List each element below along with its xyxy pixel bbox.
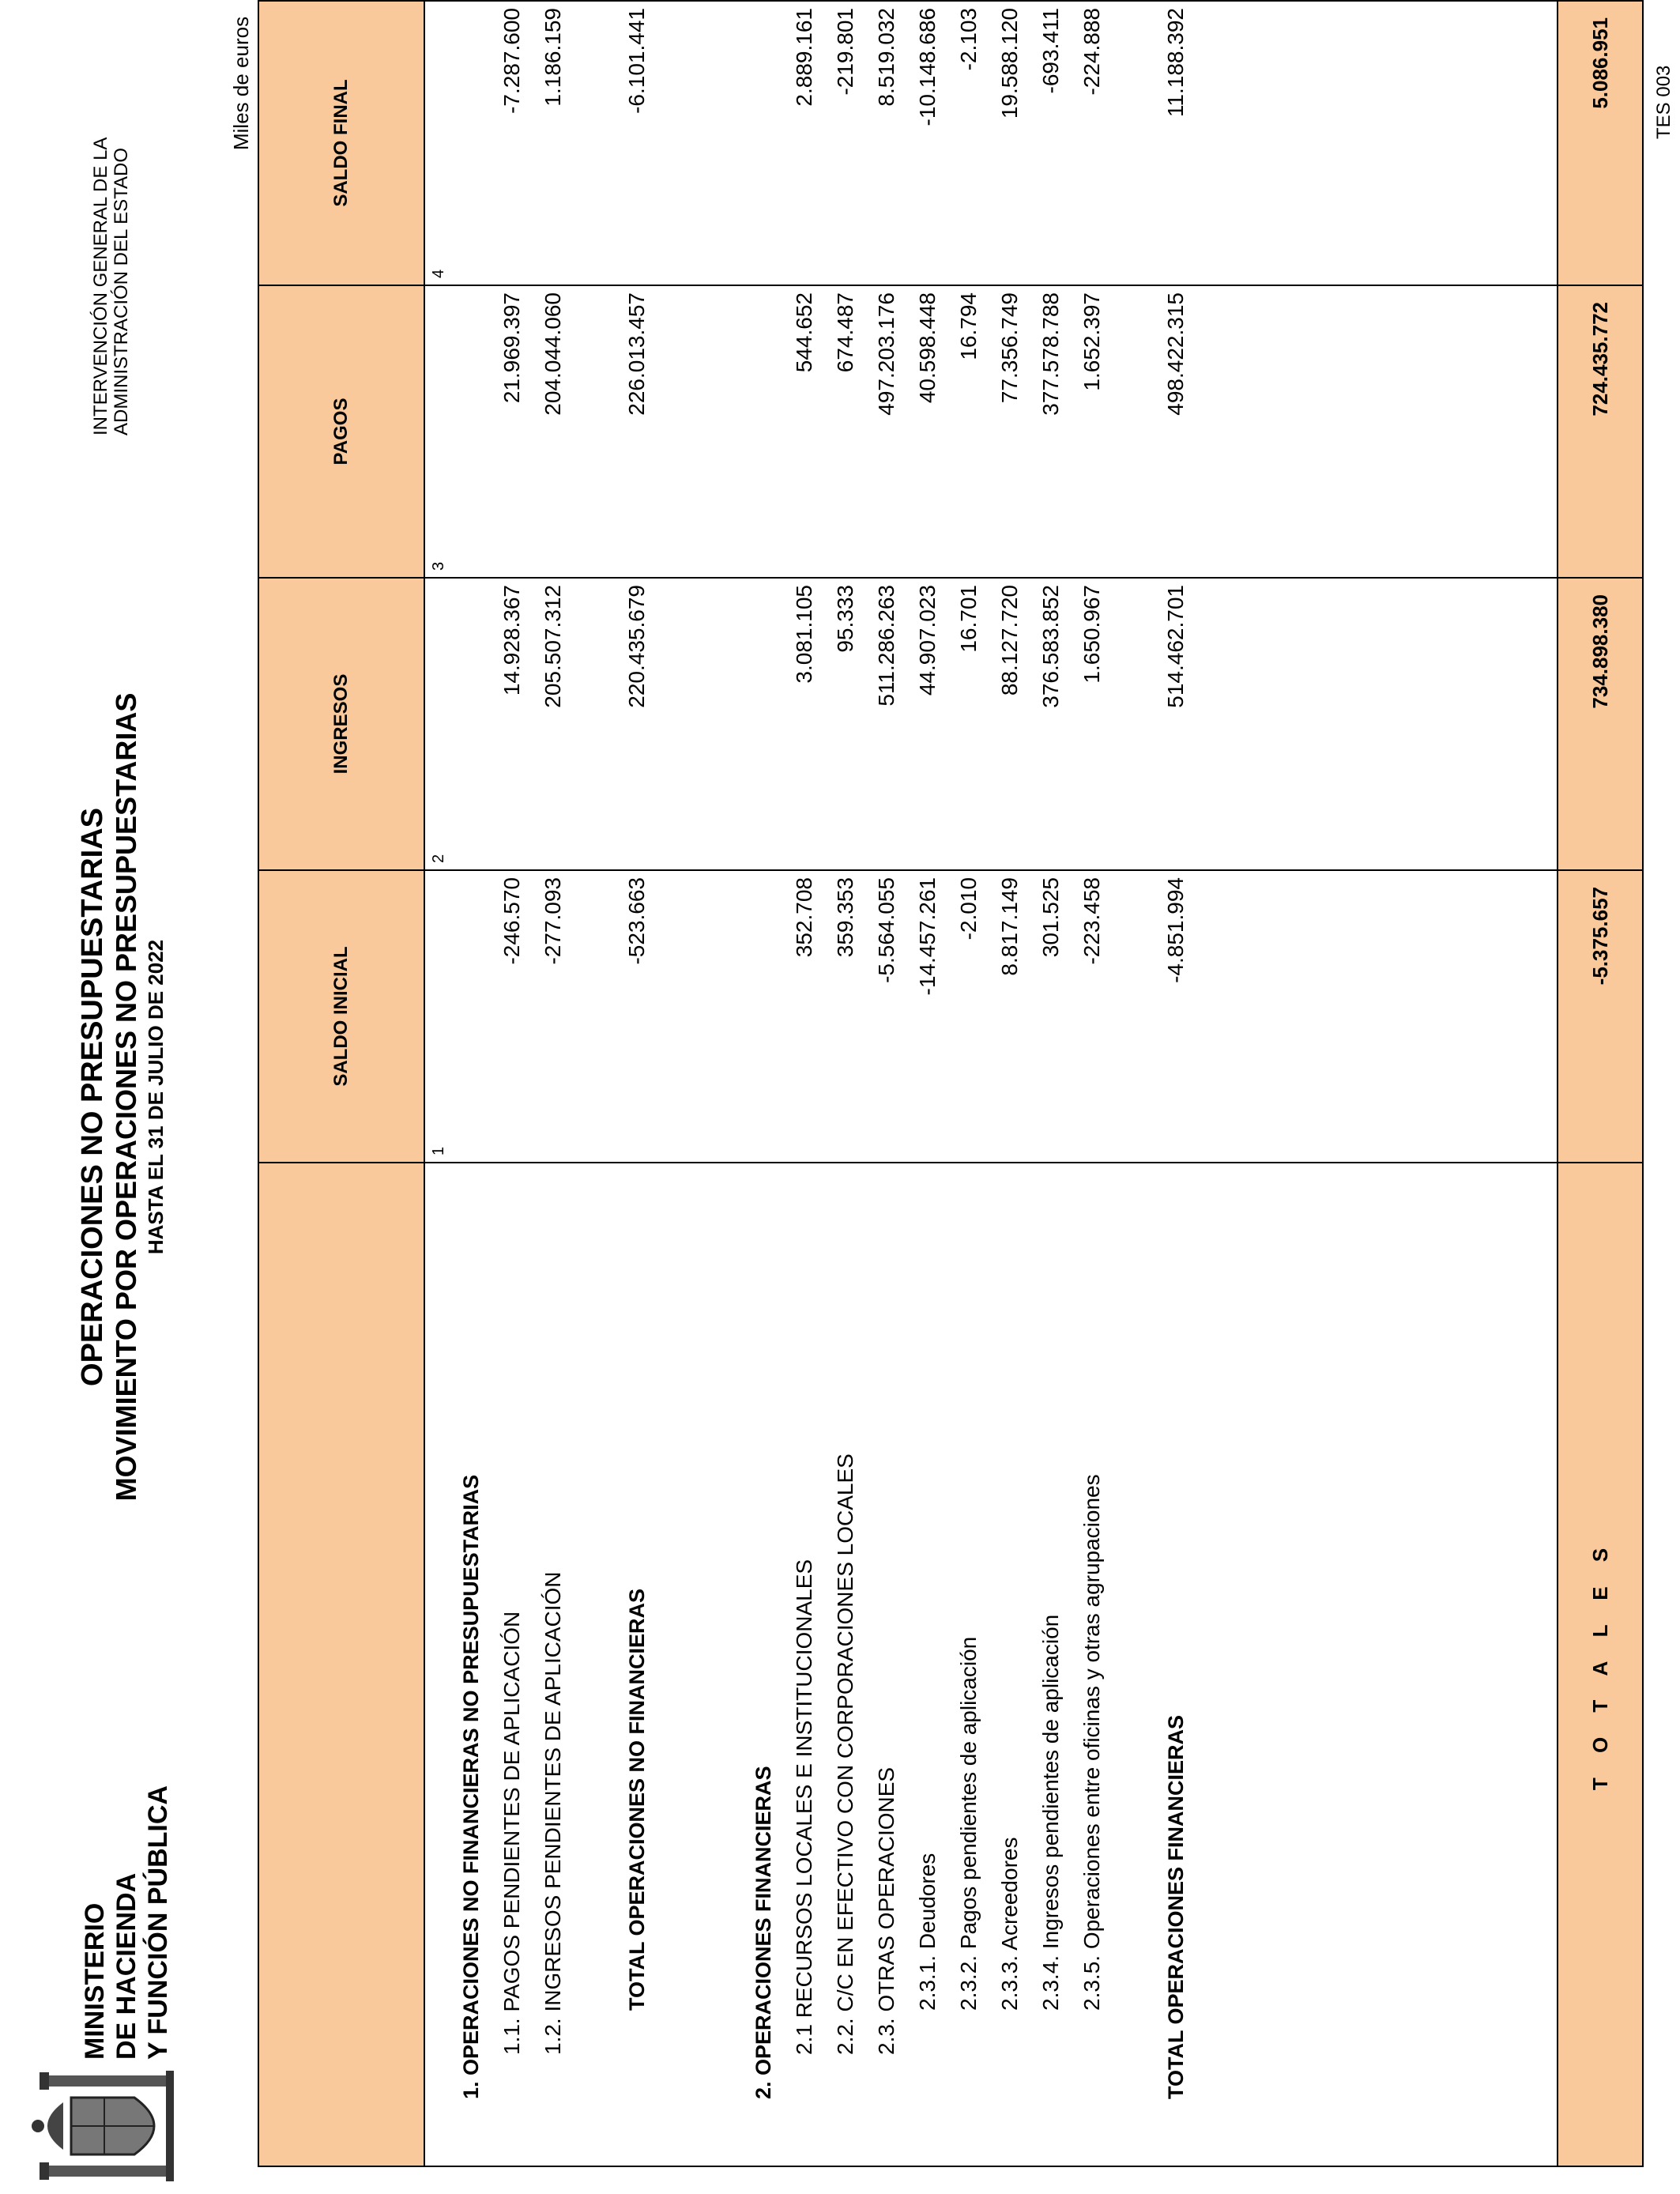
row-label: 2.3.1. Deudores <box>915 1853 940 2011</box>
value-cell: -219.801 <box>833 8 857 96</box>
saldo-final-column: 4 -7.287.600 1.186.159 -6.101.441 2.889.161 -219.801 8.519.032 -10.148.686 -2.103 19.588.120 -693.411 -224.888 11.188.392 <box>424 1 1558 285</box>
value-cell: -10.148.686 <box>915 8 940 126</box>
value-cell: -5.564.055 <box>874 877 898 983</box>
value-cell: 14.928.367 <box>499 585 524 696</box>
header-row <box>258 1 424 2166</box>
value-cell: -2.010 <box>956 877 981 941</box>
value-cell: -14.457.261 <box>915 877 940 996</box>
ingresos-column: 2 14.928.367 205.507.312 220.435.679 3.081.105 95.333 511.286.263 44.907.023 16.701 88.127.720 376.583.852 1.650.967 514.462.701 <box>424 578 1558 870</box>
saldo-inicial-column: 1 -246.570 -277.093 -523.663 352.708 359.353 -5.564.055 -14.457.261 -2.010 8.817.149 301.525 -223.458 -4.851.994 <box>424 870 1558 1163</box>
header-concept-cell <box>258 1163 424 2166</box>
value-cell: 1.650.967 <box>1079 585 1104 684</box>
concept-column <box>424 1163 1558 2166</box>
ministry-name: MINISTERIO DE HACIENDA Y FUNCIÓN PÚBLICA <box>80 1785 173 2060</box>
title-line-3: HASTA EL 31 DE JULIO DE 2022 <box>144 939 168 1255</box>
value-cell: 21.969.397 <box>499 292 524 404</box>
value-cell: -246.570 <box>499 877 524 965</box>
row-label: 1. OPERACIONES NO FINANCIERAS NO PRESUPUESTARIAS <box>459 1474 483 2099</box>
row-label: 2.2. C/C EN EFECTIVO CON CORPORACIONES LOCALES <box>833 1453 857 2055</box>
value-cell: 8.817.149 <box>997 877 1022 976</box>
value-cell: 11.188.392 <box>1163 8 1188 118</box>
total-saldo-final: 5.086.951 <box>1558 1 1643 285</box>
value-cell: 16.701 <box>956 585 981 653</box>
total-pagos: 724.435.772 <box>1558 285 1643 578</box>
value-cell: -4.851.994 <box>1163 877 1188 983</box>
value-cell: 44.907.023 <box>915 585 940 696</box>
row-label: 2.1 RECURSOS LOCALES E INSTITUCIONALES <box>792 1559 816 2055</box>
value-cell: 95.333 <box>833 585 857 653</box>
value-cell: 1.652.397 <box>1079 292 1104 391</box>
value-cell: 77.356.749 <box>997 292 1022 404</box>
row-label: 2.3.5. Operaciones entre oficinas y otras agrupaciones <box>1079 1474 1104 2011</box>
header-saldo-inicial: SALDO INICIAL <box>258 870 424 1163</box>
value-cell: -693.411 <box>1038 8 1063 94</box>
value-cell: 88.127.720 <box>997 585 1022 696</box>
pagos-column: 3 21.969.397 204.044.060 226.013.457 544.652 674.487 497.203.176 40.598.448 16.794 77.356.749 377.578.788 1.652.397 498.422.315 <box>424 285 1558 578</box>
value-cell: -523.663 <box>624 877 649 965</box>
row-label: 2.3.3. Acreedores <box>997 1837 1022 2011</box>
row-label: 2.3. OTRAS OPERACIONES <box>874 1766 898 2055</box>
value-cell: 19.588.120 <box>997 8 1022 119</box>
value-cell: 377.578.788 <box>1038 292 1063 416</box>
value-cell: -6.101.441 <box>624 8 649 114</box>
total-ingresos: 734.898.380 <box>1558 578 1643 870</box>
totals-label: T O T A L E S <box>1558 1163 1643 2166</box>
value-cell: -2.103 <box>956 8 981 71</box>
row-label: TOTAL OPERACIONES NO FINANCIERAS <box>625 1588 649 2011</box>
value-cell: -7.287.600 <box>499 8 524 114</box>
row-label: 2. OPERACIONES FINANCIERAS <box>751 1766 775 2099</box>
units-label: Miles de euros <box>229 16 253 150</box>
value-cell: 674.487 <box>833 292 857 373</box>
value-cell: 498.422.315 <box>1163 292 1188 416</box>
body-row <box>424 1 1558 2166</box>
row-label: 1.1. PAGOS PENDIENTES DE APLICACIÓN <box>499 1611 524 2055</box>
value-cell: 2.889.161 <box>792 8 816 107</box>
value-cell: -224.888 <box>1079 8 1104 96</box>
row-label: TOTAL OPERACIONES FINANCIERAS <box>1164 1714 1188 2099</box>
totals-row <box>1558 1 1643 2166</box>
value-cell: 544.652 <box>792 292 816 373</box>
value-cell: 352.708 <box>792 877 816 958</box>
title-line-2: MOVIMIENTO POR OPERACIONES NO PRESUPUESTARIAS <box>110 692 142 1502</box>
value-cell: 204.044.060 <box>541 292 565 416</box>
value-cell: 40.598.448 <box>915 292 940 404</box>
agency-name: INTERVENCIÓN GENERAL DE LA ADMINISTRACIÓN DEL ESTADO <box>90 137 132 435</box>
value-cell: 220.435.679 <box>624 585 649 708</box>
operations-table <box>258 0 1644 2167</box>
row-label: 2.3.2. Pagos pendientes de aplicación <box>956 1636 981 2011</box>
value-cell: 205.507.312 <box>541 585 565 708</box>
header-ingresos: INGRESOS <box>258 578 424 870</box>
value-cell: 359.353 <box>833 877 857 958</box>
value-cell: 511.286.263 <box>874 585 898 707</box>
header-saldo-final: SALDO FINAL <box>258 1 424 285</box>
value-cell: 8.519.032 <box>874 8 898 107</box>
value-cell: 226.013.457 <box>624 292 649 416</box>
form-code: TES 003 <box>1653 65 1674 139</box>
total-saldo-inicial: -5.375.657 <box>1558 870 1643 1163</box>
value-cell: 497.203.176 <box>874 292 898 416</box>
value-cell: -223.458 <box>1079 877 1104 965</box>
title-line-1: OPERACIONES NO PRESUPUESTARIAS <box>76 808 109 1386</box>
value-cell: 16.794 <box>956 292 981 360</box>
value-cell: 1.186.159 <box>541 8 565 107</box>
row-label: 1.2. INGRESOS PENDIENTES DE APLICACIÓN <box>541 1571 565 2055</box>
value-cell: 376.583.852 <box>1038 585 1063 708</box>
value-cell: 514.462.701 <box>1163 585 1188 708</box>
value-cell: -277.093 <box>541 877 565 965</box>
value-cell: 301.525 <box>1038 877 1063 958</box>
row-label: 2.3.4. Ingresos pendientes de aplicación <box>1038 1614 1063 2011</box>
value-cell: 3.081.105 <box>792 585 816 684</box>
header-pagos: PAGOS <box>258 285 424 578</box>
